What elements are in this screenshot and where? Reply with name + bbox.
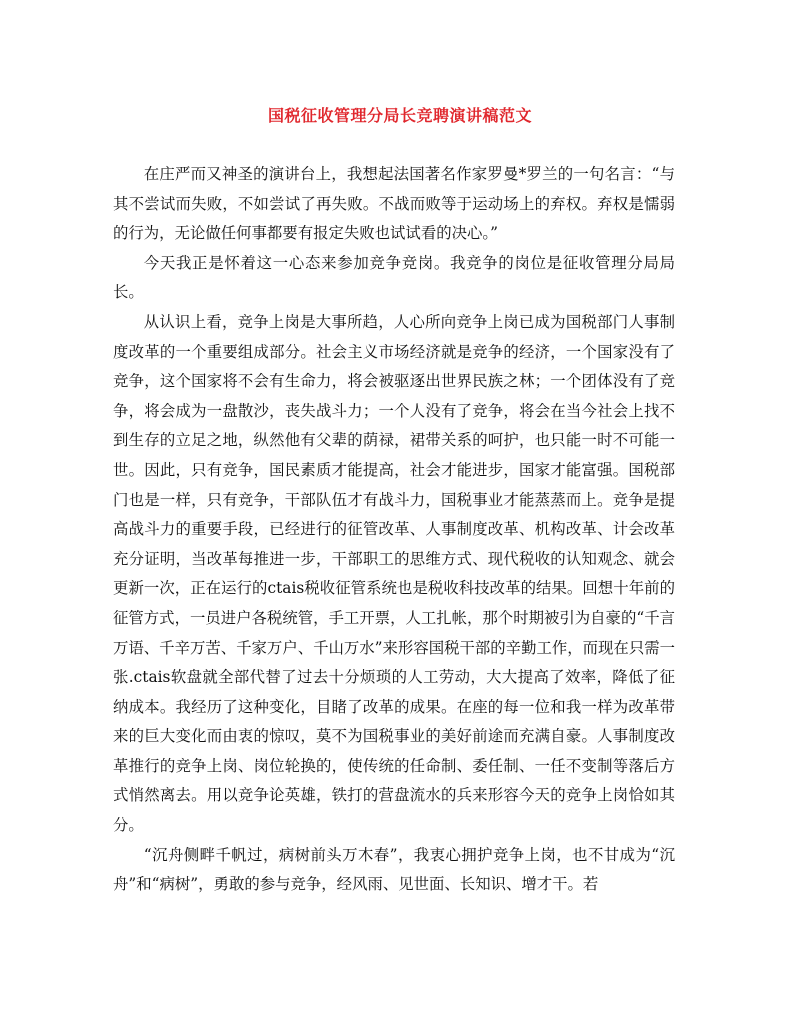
paragraph-2: 今天我正是怀着这一心态来参加竞争竞岗。我竞争的岗位是征收管理分局局长。 — [113, 253, 675, 302]
paragraph-4: “沉舟侧畔千帆过，病树前头万木春”，我衷心拥护竞争上岗，也不甘成为“沉舟”和“病树”，勇敢的参与竞争，经风雨、见世面、长知识、增才干。若 — [113, 845, 675, 894]
document-title: 国税征收管理分局长竞聘演讲稿范文 — [267, 106, 532, 125]
paragraph-3: 从认识上看，竞争上岗是大事所趋，人心所向竞争上岗已成为国税部门人事制度改革的一个重要组成部分。社会主义市场经济就是竞争的经济，一个国家没有了竞争，这个国家将不会有生命力，将会被驱逐出世界民族之林；一个团体没有了竞争，将会成为一盘散沙，丧失战斗力；一个人没有了竞争，将会在当今社会上找不到生存的立足之地，纵然他有父辈的荫禄，裙带关系的呵护，也只能一时不可能一世。因此，只有竞争，国民素质才能提高，社会才能进步，国家才能富强。国税部门也是一样，只有竞争，干部队伍才有战斗力，国税事业才能蒸蒸而上。竞争是提高战斗力的重要手段，已经进行的征管改革、人事制度改革、机构改革、计会改革充分证明，当改革每推进一步，干部职工的思维方式、现代税收的认知观念、就会更新一次，正在运行的ctais税收征管系统也是税收科技改革的结果。回想十年前的征管方式，一员进户各税统管，手工开票，人工扎帐，那个时期被引为自豪的“千言万语、千辛万苦、千家万户、千山万水”来形容国税干部的辛勤工作，而现在只需一张.ctais软盘就全部代替了过去十分烦琐的人工劳动，大大提高了效率，降低了征纳成本。我经历了这种变化，目睹了改革的成果。在座的每一位和我一样为改革带来的巨大变化而由衷的惊叹，莫不为国税事业的美好前途而充满自豪。人事制度改革推行的竞争上岗、岗位轮换的，使传统的任命制、委任制、一任不变制等落后方式悄然离去。用以竞争论英雄，铁打的营盘流水的兵来形容今天的竞争上岗恰如其分。 — [113, 312, 675, 835]
paragraph-1: 在庄严而又神圣的演讲台上，我想起法国著名作家罗曼*罗兰的一句名言：“与其不尝试而失败，不如尝试了再失败。不战而败等于运动场上的弃权。弃权是懦弱的行为，无论做任何事都要有报定失败也试试看的决心。” — [113, 165, 675, 243]
document-body — [113, 160, 675, 900]
